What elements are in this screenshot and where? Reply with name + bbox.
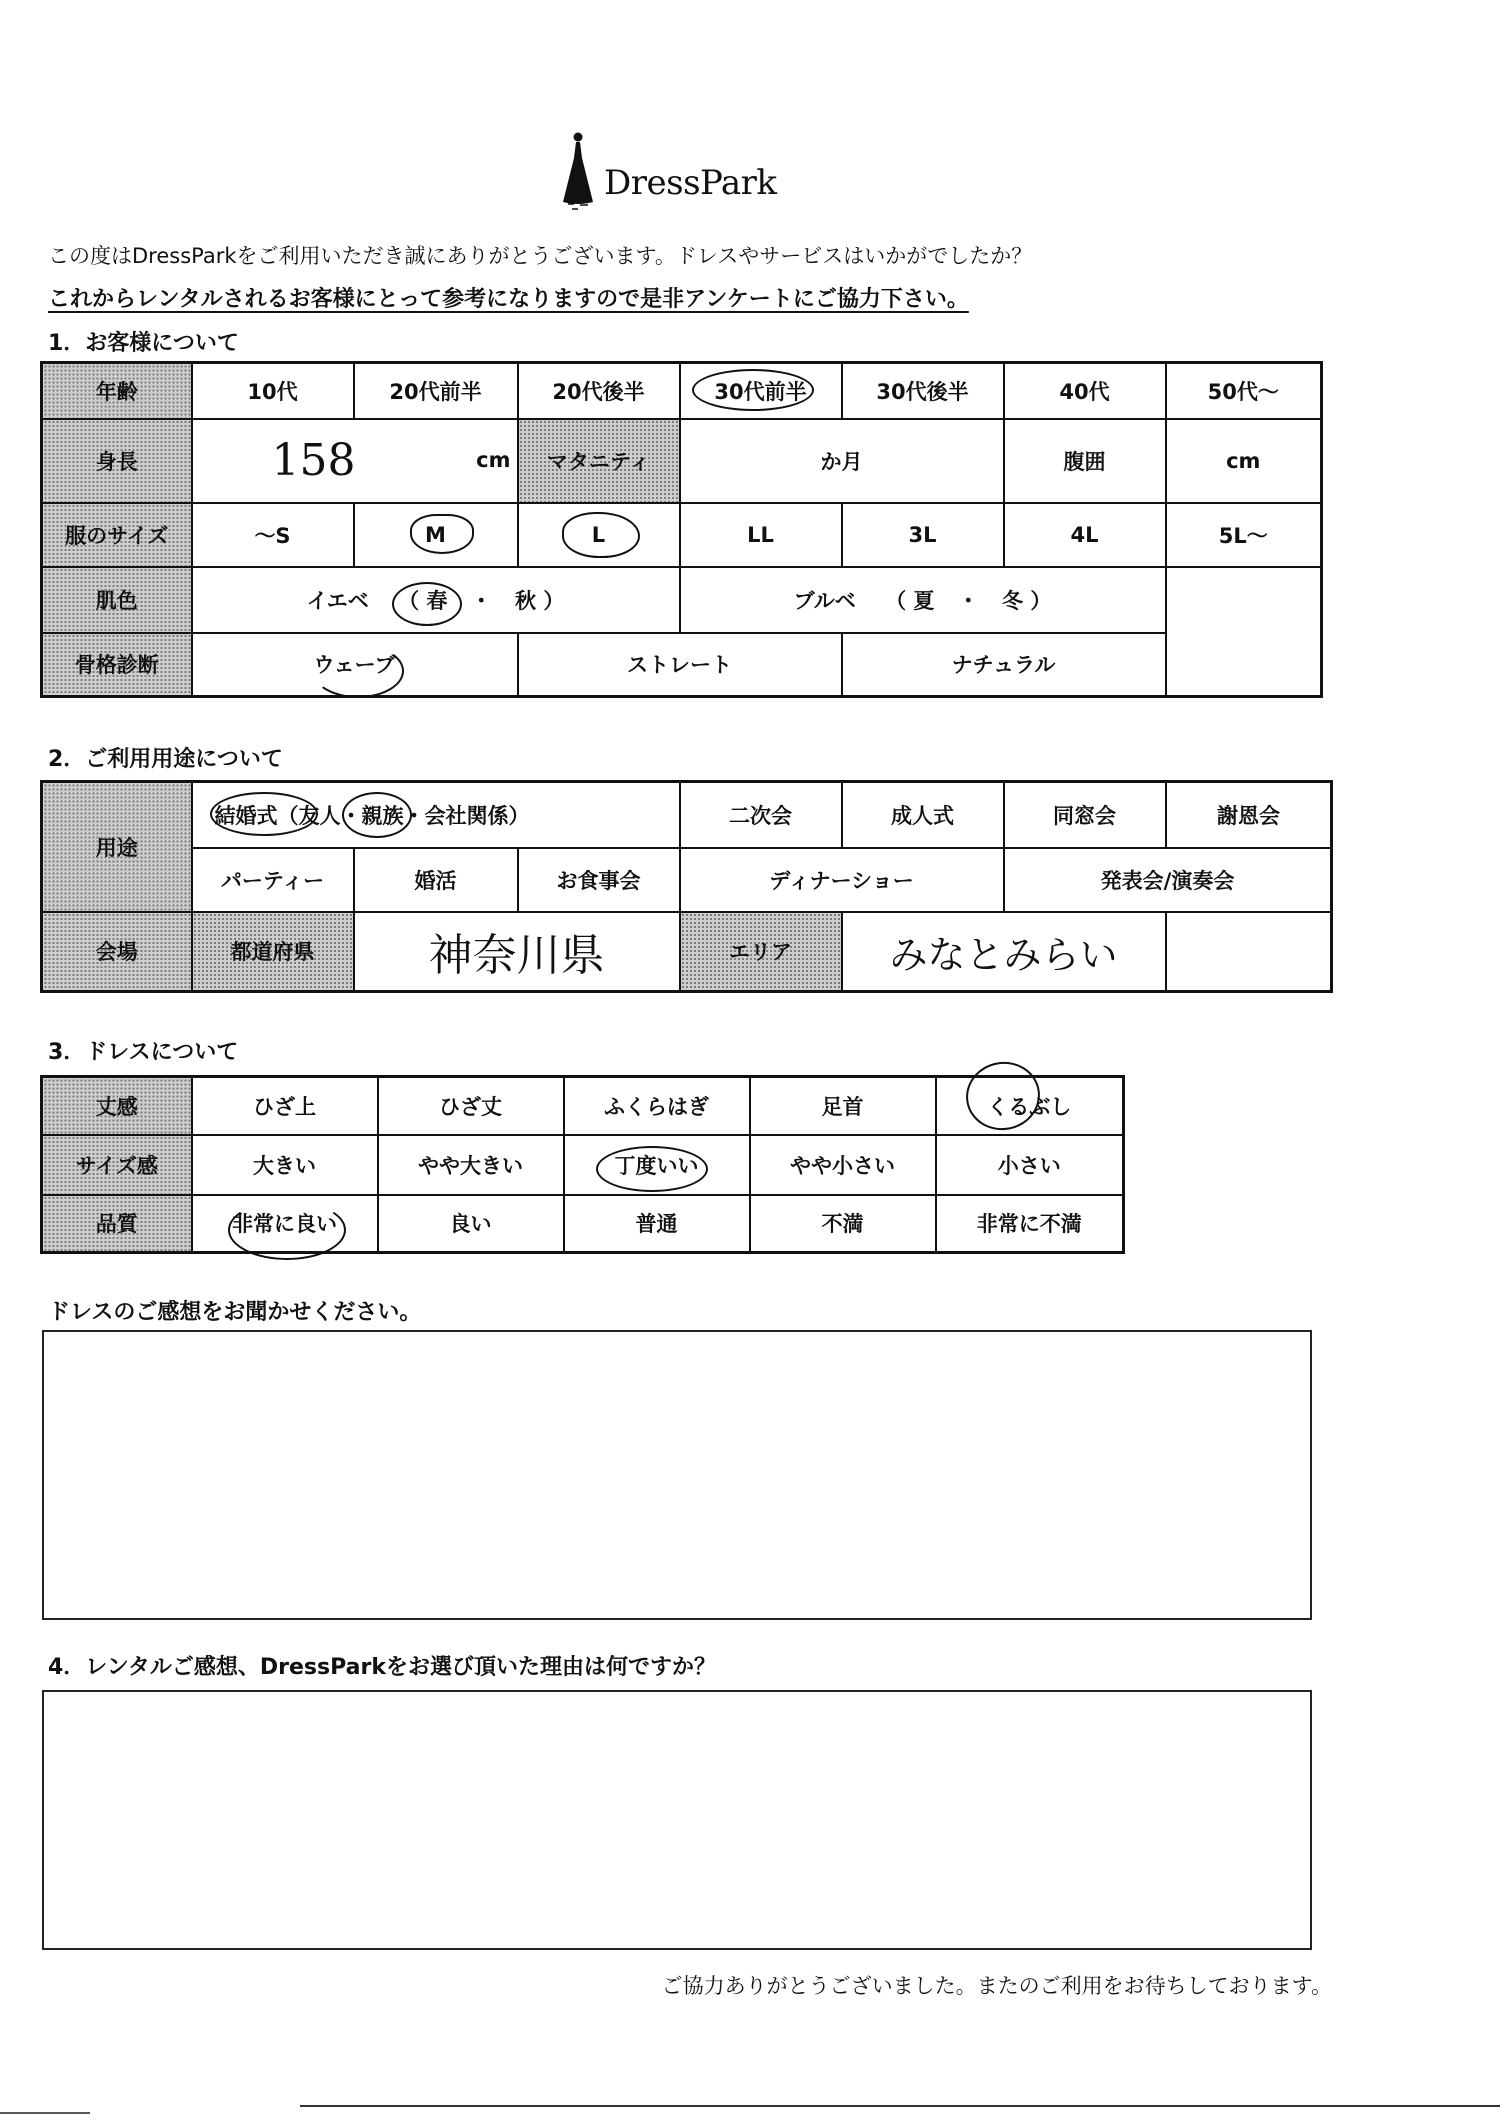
skin-autumn[interactable]: 秋 bbox=[515, 588, 537, 613]
dress-comment-prompt: ドレスのご感想をお聞かせください。 bbox=[48, 1300, 422, 1325]
age-row bbox=[42, 363, 1322, 419]
age-option[interactable]: 30代後半 bbox=[842, 363, 1004, 419]
separator-dot: ・ bbox=[470, 588, 492, 613]
footer-line-left bbox=[0, 2112, 90, 2114]
quality-option[interactable]: 非常に不満 bbox=[936, 1195, 1124, 1253]
request-text: これからレンタルされるお客様にとって参考になりますので是非アンケートにご協力下さい。 bbox=[48, 287, 969, 312]
purpose-option[interactable]: 発表会/演奏会 bbox=[1004, 848, 1332, 912]
bone-option[interactable]: ナチュラル bbox=[842, 633, 1166, 697]
purpose-option[interactable]: 婚活 bbox=[354, 848, 518, 912]
length-label: 丈感 bbox=[42, 1077, 192, 1135]
purpose-label: 用途 bbox=[42, 782, 192, 912]
dress-silhouette-icon bbox=[560, 130, 596, 216]
empty-cell bbox=[1166, 633, 1322, 697]
age-label: 年齢 bbox=[42, 363, 192, 419]
maternity-unit: か月 bbox=[820, 449, 863, 474]
empty-cell bbox=[1166, 912, 1332, 992]
area-label: エリア bbox=[680, 912, 842, 992]
bone-label: 骨格診断 bbox=[42, 633, 192, 697]
age-option[interactable]: 20代後半 bbox=[518, 363, 680, 419]
height-row bbox=[42, 419, 1322, 503]
quality-option[interactable]: 不満 bbox=[750, 1195, 936, 1253]
paren-open: （ bbox=[885, 588, 907, 613]
paren-open: （ bbox=[398, 588, 420, 613]
maternity-field[interactable] bbox=[680, 419, 1004, 503]
bone-option[interactable]: ストレート bbox=[518, 633, 842, 697]
size-option[interactable]: LL bbox=[680, 503, 842, 567]
height-unit: cm bbox=[476, 447, 511, 472]
area-value[interactable]: みなとみらい bbox=[842, 912, 1166, 992]
skin-yellow-base[interactable] bbox=[192, 567, 680, 633]
fit-option[interactable]: やや大きい bbox=[378, 1135, 564, 1195]
skin-ie-label: イエベ bbox=[306, 588, 369, 613]
size-option-selected[interactable]: L bbox=[518, 503, 680, 567]
purpose-option[interactable]: ディナーショー bbox=[680, 848, 1004, 912]
separator-dot: ・ bbox=[957, 588, 979, 613]
fit-row bbox=[42, 1135, 1124, 1195]
thanks-text: ご協力ありがとうございました。またのご利用をお待ちしております。 bbox=[661, 1974, 1332, 1998]
footer-line bbox=[300, 2105, 1500, 2107]
size-option-selected[interactable]: M bbox=[354, 503, 518, 567]
waist-field[interactable] bbox=[1166, 419, 1322, 503]
intro-text: この度はDressParkをご利用いただき誠にありがとうございます。ドレスやサービスはいかがでしたか？ bbox=[48, 244, 1033, 268]
purpose-option[interactable]: 二次会 bbox=[680, 782, 842, 848]
size-option[interactable]: 4L bbox=[1004, 503, 1166, 567]
maternity-label: マタニティ bbox=[518, 419, 680, 503]
paren-open: （ bbox=[277, 803, 299, 828]
purpose-option[interactable]: 成人式 bbox=[842, 782, 1004, 848]
paren-close: ） bbox=[1030, 588, 1052, 613]
quality-option[interactable]: 普通 bbox=[564, 1195, 750, 1253]
age-option[interactable]: 10代 bbox=[192, 363, 354, 419]
skin-blue-base[interactable] bbox=[680, 567, 1166, 633]
skin-spring[interactable]: 春 bbox=[426, 588, 448, 613]
customer-table bbox=[40, 361, 1323, 698]
purpose-option[interactable]: 謝恩会 bbox=[1166, 782, 1332, 848]
separator-dot: ・ bbox=[340, 803, 362, 828]
dress-table bbox=[40, 1075, 1125, 1254]
fit-option[interactable]: やや小さい bbox=[750, 1135, 936, 1195]
skin-label: 肌色 bbox=[42, 567, 192, 633]
size-row bbox=[42, 503, 1322, 567]
length-row bbox=[42, 1077, 1124, 1135]
purpose-row-2 bbox=[42, 848, 1332, 912]
prefecture-label: 都道府県 bbox=[192, 912, 354, 992]
quality-label: 品質 bbox=[42, 1195, 192, 1253]
section3-title: 3．ドレスについて bbox=[48, 1040, 239, 1065]
age-option[interactable]: 20代前半 bbox=[354, 363, 518, 419]
paren-close: ） bbox=[508, 803, 530, 828]
brand-logo bbox=[560, 130, 777, 216]
bone-option-selected[interactable]: ウェーブ bbox=[192, 633, 518, 697]
height-field[interactable] bbox=[192, 419, 518, 503]
skin-blue-label: ブルベ bbox=[793, 588, 856, 613]
size-option[interactable]: 3L bbox=[842, 503, 1004, 567]
purpose-wedding[interactable]: 結婚式 bbox=[214, 803, 278, 828]
wedding-group[interactable] bbox=[192, 782, 680, 848]
purpose-family-company[interactable]: 親族・会社関係 bbox=[361, 803, 509, 828]
size-label: 服のサイズ bbox=[42, 503, 192, 567]
prefecture-value[interactable]: 神奈川県 bbox=[354, 912, 680, 992]
paren-close: ） bbox=[543, 588, 565, 613]
fit-option[interactable]: 小さい bbox=[936, 1135, 1124, 1195]
purpose-option[interactable]: パーティー bbox=[192, 848, 354, 912]
rental-reason-box[interactable] bbox=[42, 1690, 1312, 1950]
quality-row bbox=[42, 1195, 1124, 1253]
bone-row bbox=[42, 633, 1322, 697]
purpose-row-1 bbox=[42, 782, 1332, 848]
fit-option[interactable]: 大きい bbox=[192, 1135, 378, 1195]
height-value: 158 bbox=[271, 435, 356, 486]
waist-label: 腹囲 bbox=[1004, 419, 1166, 503]
fit-option-selected[interactable]: 丁度いい bbox=[564, 1135, 750, 1195]
venue-label: 会場 bbox=[42, 912, 192, 992]
length-option[interactable]: 足首 bbox=[750, 1077, 936, 1135]
dress-comment-box[interactable] bbox=[42, 1330, 1312, 1620]
length-option[interactable]: ひざ上 bbox=[192, 1077, 378, 1135]
quality-option-selected[interactable]: 非常に良い bbox=[192, 1195, 378, 1253]
purpose-friend[interactable]: 友人 bbox=[298, 803, 341, 828]
age-option[interactable]: 50代～ bbox=[1166, 363, 1322, 419]
age-option-selected[interactable]: 30代前半 bbox=[680, 363, 842, 419]
section1-title: 1．お客様について bbox=[48, 331, 239, 356]
size-option[interactable]: ～S bbox=[192, 503, 354, 567]
age-option[interactable]: 40代 bbox=[1004, 363, 1166, 419]
height-label: 身長 bbox=[42, 419, 192, 503]
length-option[interactable]: ひざ丈 bbox=[378, 1077, 564, 1135]
length-option[interactable]: ふくらはぎ bbox=[564, 1077, 750, 1135]
empty-cell bbox=[1166, 567, 1322, 633]
length-option-selected[interactable]: くるぶし bbox=[936, 1077, 1124, 1135]
waist-unit: cm bbox=[1226, 448, 1261, 473]
quality-option[interactable]: 良い bbox=[378, 1195, 564, 1253]
section4-title: 4．レンタルご感想、DressParkをお選び頂いた理由は何ですか？ bbox=[48, 1655, 716, 1680]
usage-table bbox=[40, 780, 1333, 993]
purpose-option[interactable]: お食事会 bbox=[518, 848, 680, 912]
size-option[interactable]: 5L～ bbox=[1166, 503, 1322, 567]
skin-summer[interactable]: 夏 bbox=[913, 588, 935, 613]
venue-row bbox=[42, 912, 1332, 992]
section2-title: 2．ご利用用途について bbox=[48, 747, 283, 772]
fit-label: サイズ感 bbox=[42, 1135, 192, 1195]
skin-row bbox=[42, 567, 1322, 633]
purpose-option[interactable]: 同窓会 bbox=[1004, 782, 1166, 848]
brand-name: DressPark bbox=[604, 163, 777, 203]
skin-winter[interactable]: 冬 bbox=[1002, 588, 1024, 613]
